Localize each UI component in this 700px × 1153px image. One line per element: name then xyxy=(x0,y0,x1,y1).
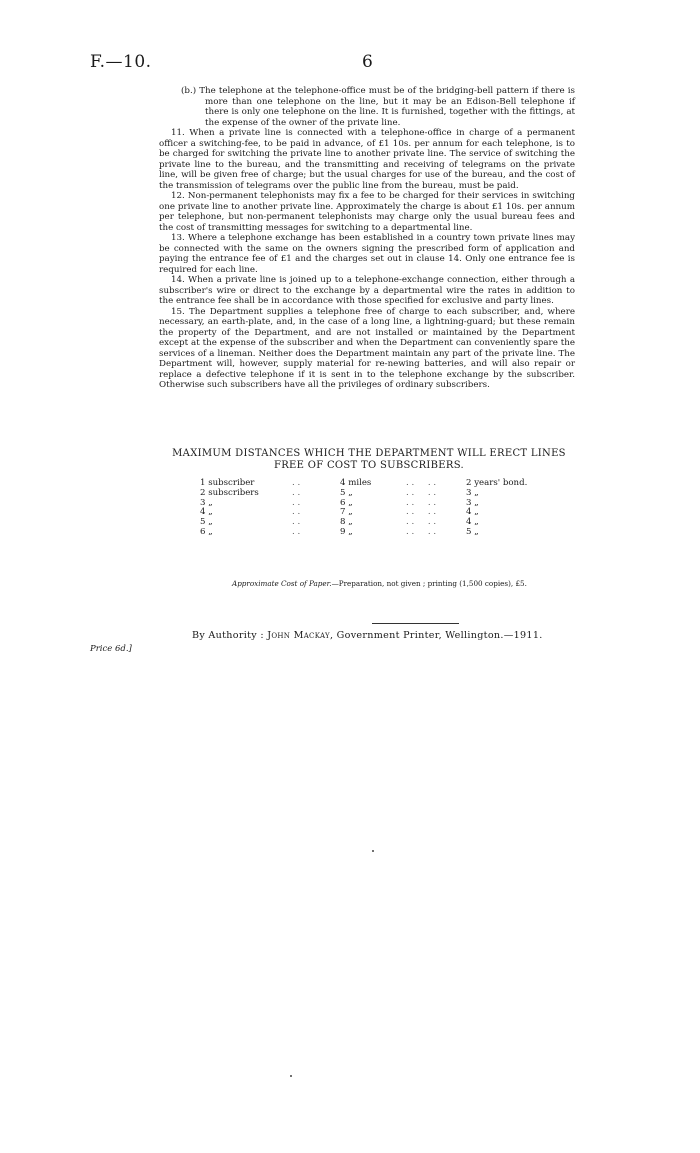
bond-cell: 4 „ xyxy=(466,507,479,518)
table-title xyxy=(159,448,579,471)
scan-speck xyxy=(290,1075,292,1077)
subscribers-cell: 2 subscribers xyxy=(200,487,259,498)
imprint xyxy=(192,630,543,641)
cost-note-label: Approximate Cost of Paper. xyxy=(232,579,332,588)
leader-dots: . . . . xyxy=(406,517,437,528)
bond-cell: 5 „ xyxy=(466,526,479,537)
distance-cell: 6 „ xyxy=(340,497,353,508)
scan-speck xyxy=(372,850,374,852)
leader-dots: . . xyxy=(292,478,301,488)
leader-dots: . . xyxy=(292,526,301,537)
imprint-suffix: Government Printer, Wellington.—1911. xyxy=(336,630,543,641)
paragraph-15: 15. The Department supplies a telephone free of charge to each subscriber, and, where necessary, an earth-plate, and, in the case of a long line, a lightning-guard; but these remain the property of the Department, and are not installed or maintained by the Department except at the expense of the subscriber and when the Department can conveniently spare the services of a lineman. Neither does the Department maintain any part of the private line. The Department will, however, supply material for re-newing batteries, and will also repair or replace a defective telephone if it is sent in to the telephone exchange by the subscriber. Otherwise such subscribers have all the privileges of ordinary subscribers. xyxy=(159,306,575,390)
distance-cell: 4 miles xyxy=(340,478,372,488)
cost-note-text: —Preparation, not given ; printing (1,500 copies), £5. xyxy=(331,579,527,588)
leader-dots: . . . . xyxy=(406,526,437,537)
table-title-line-2: FREE OF COST TO SUBSCRIBERS. xyxy=(273,459,465,471)
table-row xyxy=(200,518,556,528)
table-row xyxy=(200,489,556,499)
bond-cell: 3 „ xyxy=(466,487,479,498)
paragraph-12: 12. Non-permanent telephonists may fix a fee to be charged for their services in switching one private line to another private line. Approximately the charge is about £1 10s. per annum per telephone, but non-permanent telephonists may charge only the usual bureau fees and the cost of transmitting messages for switching to a departmental line. xyxy=(159,191,575,233)
divider-rule xyxy=(372,623,459,624)
leader-dots: . . . . xyxy=(406,487,437,498)
leader-dots: . . . . xyxy=(406,497,437,508)
page-number: 6 xyxy=(362,52,373,72)
cost-note xyxy=(232,579,527,588)
leader-dots: . . . . xyxy=(406,478,437,488)
price-label: Price 6d.] xyxy=(90,644,132,654)
bond-cell: 2 years' bond. xyxy=(466,478,528,488)
bond-cell: 3 „ xyxy=(466,497,479,508)
subscribers-cell: 3 „ xyxy=(200,497,213,508)
distance-cell: 9 „ xyxy=(340,526,353,537)
leader-dots: . . xyxy=(292,497,301,508)
subscribers-cell: 4 „ xyxy=(200,507,213,518)
distance-cell: 5 „ xyxy=(340,487,353,498)
distance-cell: 7 „ xyxy=(340,507,353,518)
imprint-prefix: By Authority : xyxy=(192,630,264,641)
subscribers-cell: 6 „ xyxy=(200,526,213,537)
subscribers-cell: 5 „ xyxy=(200,517,213,528)
leader-dots: . . xyxy=(292,517,301,528)
table-row xyxy=(200,499,556,509)
table-title-line-1: MAXIMUM DISTANCES WHICH THE DEPARTMENT WILL ERECT LINES xyxy=(172,448,566,459)
report-reference: F.—10. xyxy=(90,52,152,72)
bond-cell: 4 „ xyxy=(466,517,479,528)
leader-dots: . . . . xyxy=(406,507,437,518)
paragraph-b: (b.) The telephone at the telephone-office must be of the bridging-bell pattern if there is more than one telephone on the line, but it may be an Edison-Bell telephone if there is only one telephone on the line. It is furnished, together with the fittings, at the expense of the owner of the private line. xyxy=(181,86,575,128)
table-row xyxy=(200,508,556,518)
paragraph-13: 13. Where a telephone exchange has been established in a country town private lines may be connected with the same on the owners signing the prescribed form of application and paying the entrance fee of £1 and the charges set out in clause 14. Only one entrance fee is required for each line. xyxy=(159,233,575,275)
leader-dots: . . xyxy=(292,507,301,518)
printer-name: John Mackay, xyxy=(267,630,334,641)
body-text xyxy=(159,86,575,391)
leader-dots: . . xyxy=(292,487,301,498)
table-row xyxy=(200,528,556,538)
subscribers-cell: 1 subscriber xyxy=(200,478,255,488)
distance-table xyxy=(200,479,556,538)
paragraph-14: 14. When a private line is joined up to a telephone-exchange connection, either through a subscriber's wire or direct to the exchange by a departmental wire the rates in addition to the entrance fee shall be in accordance with those specified for exclusive and party lines. xyxy=(159,275,575,306)
paragraph-11: 11. When a private line is connected with a telephone-office in charge of a permanent officer a switching-fee, to be paid in advance, of £1 10s. per annum for each telephone, is to be charged for switching the private line to another private line. The service of switching the private line to the bureau, and the transmitting and receiving of telegrams on the private line, will be given free of charge; but the usual charges for use of the bureau, and the cost of the transmission of telegrams over the public line from the bureau, must be paid. xyxy=(159,128,575,191)
distance-cell: 8 „ xyxy=(340,517,353,528)
